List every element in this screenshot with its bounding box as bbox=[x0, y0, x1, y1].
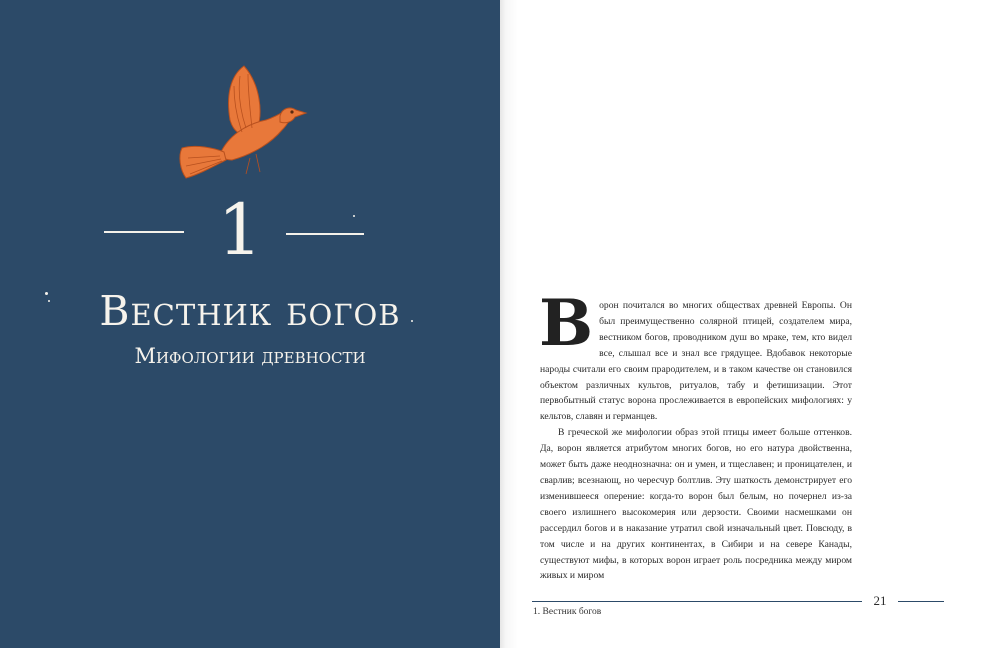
texture-speck bbox=[45, 292, 48, 295]
texture-speck bbox=[411, 320, 413, 322]
texture-speck bbox=[48, 300, 50, 302]
chapter-number: 1 bbox=[217, 189, 263, 271]
chapter-opener-page bbox=[0, 0, 500, 648]
decorative-rule-left bbox=[104, 231, 184, 233]
paragraph-1-text: орон почитался во многих обществах древней Европы. Он был преимущественно солярной птицей, создателем мира, вестником богов, проводником душ во мраке, тем, кто видел все, слышал все и знал все грядущее. Вдобавок некоторые народы считали его своим прародителем, и в таком качестве он становился объектом различных культов, ритуалов, табу и фетишизации. Этот первобытный статус ворона прослеживается в европейских мифологиях: у кельтов, славян и германцев. bbox=[540, 300, 852, 423]
footer-rule-left bbox=[532, 601, 862, 602]
running-footer: 1. Вестник богов bbox=[533, 607, 602, 617]
page-number: 21 bbox=[873, 593, 887, 608]
drop-cap: В bbox=[539, 286, 594, 361]
raven-icon bbox=[174, 62, 308, 184]
texture-speck bbox=[353, 215, 355, 217]
body-text bbox=[539, 286, 852, 584]
chapter-title: Вестник богов bbox=[99, 287, 401, 335]
footer-rule-right bbox=[898, 601, 944, 602]
chapter-subtitle: Мифологии древности bbox=[134, 344, 366, 368]
decorative-rule-right bbox=[286, 233, 364, 235]
paragraph-1 bbox=[539, 286, 852, 425]
paragraph-2: В греческой же мифологии образ этой птицы имеет больше оттенков. Да, ворон является атрибутом многих богов, но его натура двойственна, может быть даже неоднозначна: он и умен, и тщеславен; и проницателен, и сварлив; всезнающ, но чересчур болтлив. Эту шаткость демонстрирует его изменившееся оперение: когда-то ворон был белым, но почернел из-за своего излишнего высокомерия или дерзости. Своими насмешками он рассердил богов и в наказание утратил свой изначальный цвет. Повсюду, в том числе и на других континентах, в Сибири и на севере Канады, существуют мифы, в которых ворон играет роль посредника между миром живых и миром bbox=[540, 427, 852, 582]
